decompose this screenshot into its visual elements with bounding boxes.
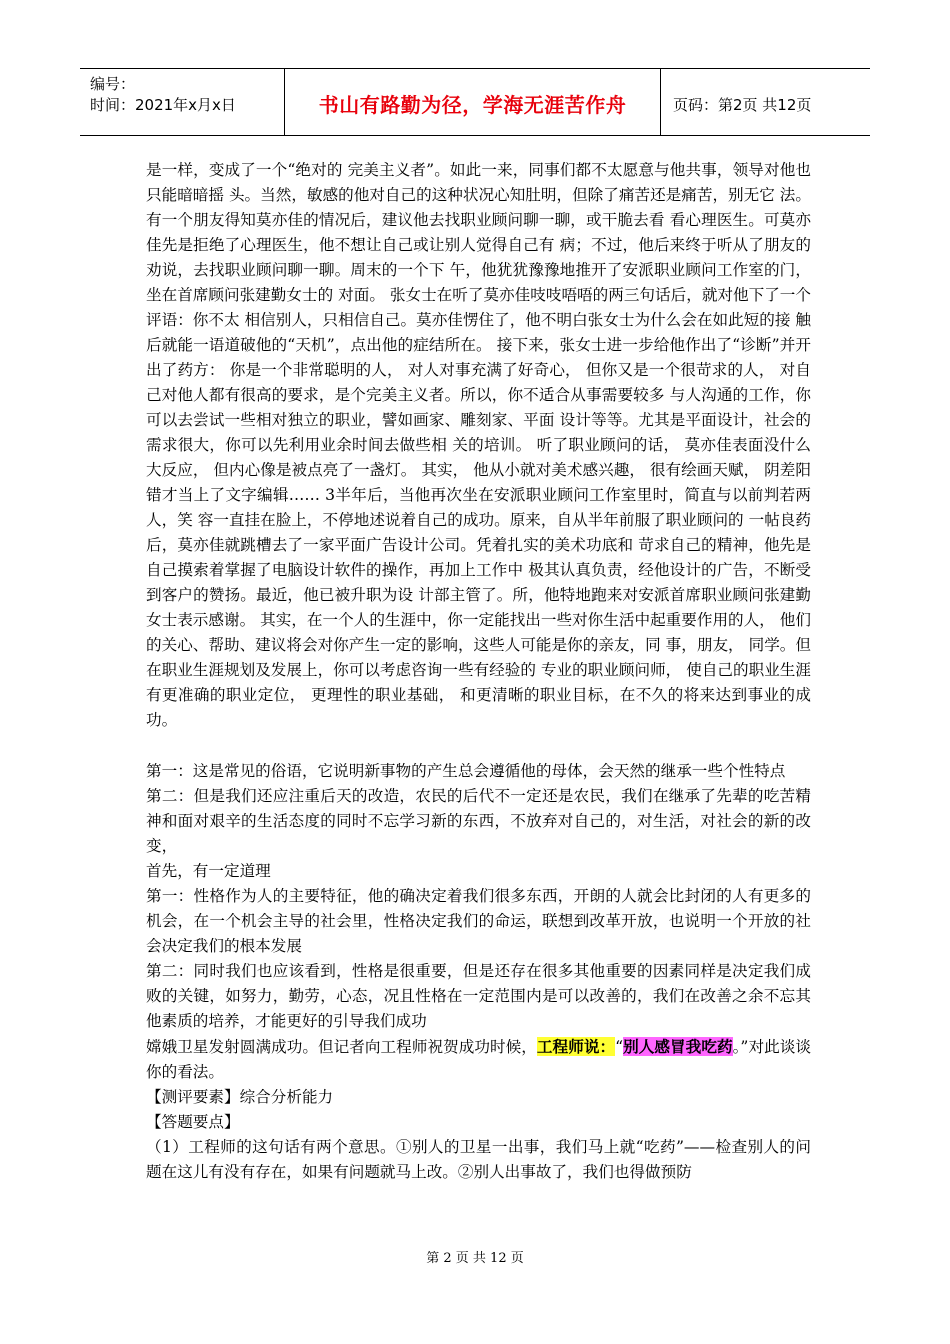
story-paragraph: 是一样，变成了一个“绝对的 完美主义者”。如此一来，同事们都不太愿意与他共事，领导对他也只能暗暗摇 头。当然，敏感的他对自己的这种状况心知肚明，但除了痛苦还是痛苦，别无它 法。 有一个朋友得知莫亦佳的情况后，建议他去找职业顾问聊一聊，或干脆去看 看心理医生。可莫亦佳先是拒绝了心理医生，他不想让自己或让别人觉得自己有 病；不过，他后来终于听从了朋友的劝说，去找职业顾问聊一聊。周末的一个下 午，他犹犹豫豫地推开了安派职业顾问工作室的门，坐在首席顾问张建勤女士的 对面。 张女士在听了莫亦佳吱吱唔唔的两三句话后，就对他下了一个评语：你不太 相信别人，只相信自己。莫亦佳愣住了，他不明白张女士为什么会在如此短的接 触后就能一语道破他的“天机”，点出他的症结所在。 接下来，张女士进一步给他作出了“诊断”并开出了药方： 你是一个非常聪明的人， 对人对事充满了好奇心， 但你又是一个很苛求的人， 对自己对他人都有很高的要求，是个完美主义者。所以，你不适合从事需要较多 与人沟通的工作，你可以去尝试一些相对独立的职业，譬如画家、雕刻家、平面 设计等等。尤其是平面设计，社会的需求很大，你可以先利用业余时间去做些相 关的培训。 听了职业顾问的话， 莫亦佳表面没什么大反应， 但内心像是被点亮了一盏灯。 其实， 他从小就对美术感兴趣， 很有绘画天赋， 阴差阳错才当上了文字编辑…… 3半年后，当他再次坐在安派职业顾问工作室里时，简直与以前判若两人，笑 容一直挂在脸上，不停地述说着自己的成功。原来，自从半年前服了职业顾问的 一帖良药后，莫亦佳就跳槽去了一家平面广告设计公司。凭着扎实的美术功底和 苛求自己的精神，他先是自己摸索着掌握了电脑设计软件的操作，再加上工作中 极其认真负责，经他设计的广告，不断受到客户的赞扬。最近，他已被升职为设 计部主管了。所，他特地跑来对安派首席职业顾问张建勤女士表示感谢。 其实，在一个人的生涯中，你一定能找出一些对你生活中起重要作用的人， 他们的关心、帮助、建议将会对你产生一定的影响，这些人可能是你的亲友，同 事，朋友， 同学。但在职业生涯规划及发展上，你可以考虑咨询一些有经验的 专业的职业顾问师， 使自己的职业生涯有更准确的职业定位， 更理性的职业基础， 和更清晰的职业目标，在不久的将来达到事业的成功。 xyxy=(146,161,811,729)
point-two-paragraph: 第二：但是我们还应注重后天的改造，农民的后代不一定还是农民，我们在继承了先辈的吃苦精神和面对艰辛的生活态度的同时不忘学习新的东西，不放弃对自己的，对生活，对社会的新的改变， xyxy=(146,787,811,855)
question-paragraph xyxy=(146,1034,811,1085)
document-date-label: 时间：2021年x月x日 xyxy=(90,96,236,114)
evaluation-element: 【测评要素】综合分析能力 xyxy=(146,1088,334,1106)
header-page-cell xyxy=(661,69,870,135)
document-body xyxy=(146,158,811,1185)
header-info-cell xyxy=(80,69,285,135)
motto-text: 书山有路勤为径，学海无涯苦作舟 xyxy=(318,93,627,117)
answer-points-heading: 【答题要点】 xyxy=(146,1113,240,1131)
answer-point-one: （1）工程师的这句话有两个意思。①别人的卫星一出事，我们马上就“吃药”——检查别人的问题在这儿有没有存在，如果有问题就马上改。②别人出事故了，我们也得做预防 xyxy=(146,1138,811,1181)
question-text-end: 。”对此谈谈你的看法。 xyxy=(146,1038,811,1081)
page-code-label: 页码：第2页 共12页 xyxy=(673,96,812,114)
question-open-quote: “ xyxy=(615,1038,624,1056)
page-footer: 第 2 页 共 12 页 xyxy=(426,1251,524,1266)
personality-point-one: 第一：性格作为人的主要特征，他的确决定着我们很多东西，开朗的人就会比封闭的人有更多的机会，在一个机会主导的社会里，性格决定我们的命运，联想到改革开放，也说明一个开放的社会决定我们的根本发展 xyxy=(146,887,811,955)
question-text-start: 嫦娥卫星发射圆满成功。但记者向工程师祝贺成功时候， xyxy=(146,1038,537,1056)
highlight-quote: 别人感冒我吃药 xyxy=(623,1037,733,1056)
point-one-paragraph: 第一：这是常见的俗语，它说明新事物的产生总会遵循他的母体，会天然的继承一些个性特点 xyxy=(146,762,786,780)
page-header xyxy=(80,68,870,136)
personality-point-two: 第二：同时我们也应该看到，性格是很重要，但是还存在很多其他重要的因素同样是决定我们成败的关键，如努力，勤劳，心态，况且性格在一定范围内是可以改善的，我们在改善之余不忘其他素质的培养，才能更好的引导我们成功 xyxy=(146,962,811,1030)
document-number-label: 编号： xyxy=(90,75,136,93)
highlight-engineer-said: 工程师说： xyxy=(536,1037,616,1056)
header-motto-cell xyxy=(285,69,661,135)
first-heading-paragraph: 首先，有一定道理 xyxy=(146,862,271,880)
paragraph-gap xyxy=(146,733,811,759)
